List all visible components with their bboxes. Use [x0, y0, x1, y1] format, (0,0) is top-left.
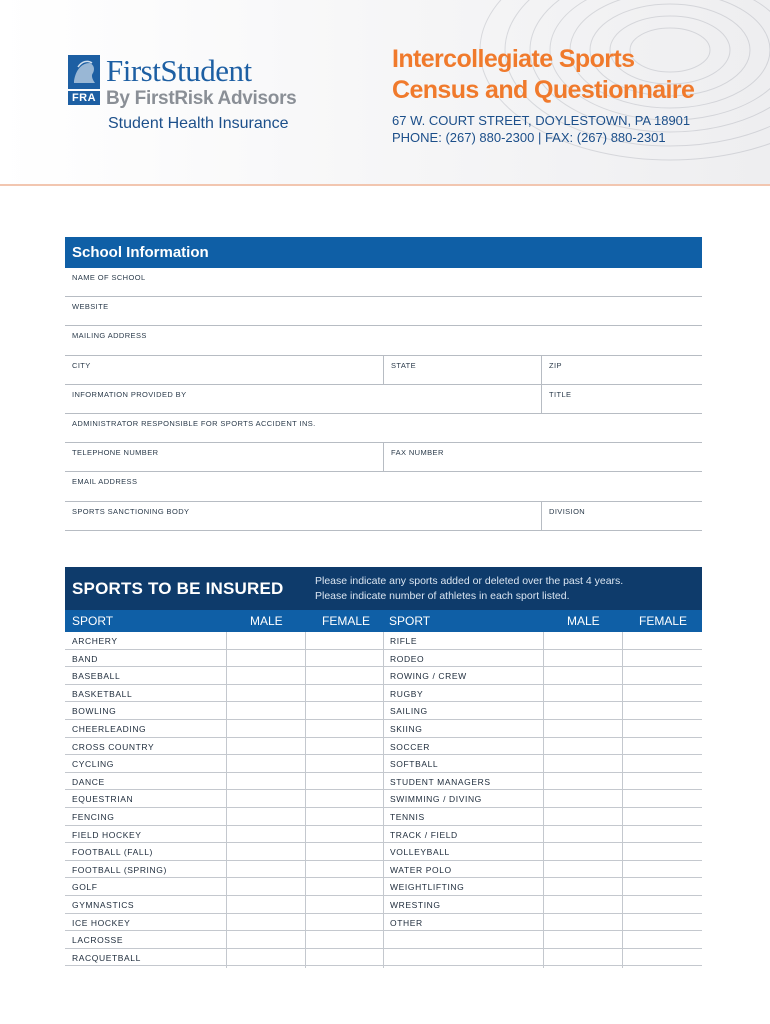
document-title-line1: Intercollegiate Sports [392, 45, 635, 73]
female-count-field[interactable] [305, 949, 383, 966]
website-field[interactable] [65, 297, 702, 325]
form-row [65, 356, 702, 385]
female-count-field[interactable] [622, 720, 702, 737]
table-row [65, 632, 702, 650]
sport-name: TENNIS [390, 812, 425, 822]
female-count-field[interactable] [622, 738, 702, 755]
male-count-field[interactable] [543, 931, 622, 948]
female-count-field[interactable] [305, 790, 383, 807]
sport-name: TRACK / FIELD [390, 829, 458, 840]
field-label: WEBSITE [72, 302, 109, 312]
male-count-field[interactable] [543, 896, 622, 913]
sport-name: SKIING [390, 724, 423, 734]
female-count-field[interactable] [622, 826, 702, 843]
male-count-field[interactable] [226, 773, 305, 790]
field-label: CITY [72, 360, 91, 370]
sport-name [383, 949, 543, 966]
sport-name: CYCLING [72, 759, 114, 770]
sport-name: LACROSSE [72, 935, 124, 946]
male-count-field[interactable] [226, 685, 305, 702]
table-row [65, 896, 702, 914]
col-female-left: FEMALE [322, 614, 371, 628]
male-count-field[interactable] [543, 685, 622, 702]
female-count-field[interactable] [305, 632, 383, 649]
table-row [65, 931, 702, 949]
table-row [65, 685, 702, 703]
male-count-field[interactable] [226, 931, 305, 948]
male-count-field[interactable] [226, 878, 305, 895]
email-field[interactable] [65, 472, 702, 500]
school-info-header [65, 237, 702, 268]
table-row [65, 949, 702, 967]
male-count-field[interactable] [226, 632, 305, 649]
logo-name: FirstStudent [106, 53, 252, 88]
sport-name: DANCE [72, 776, 105, 787]
female-count-field[interactable] [305, 738, 383, 755]
telephone-field[interactable] [65, 443, 383, 471]
male-count-field[interactable] [543, 755, 622, 772]
form-row [65, 268, 702, 297]
male-count-field[interactable] [543, 773, 622, 790]
sport-name: GYMNASTICS [72, 900, 135, 910]
male-count-field[interactable] [543, 878, 622, 895]
school-name-field[interactable] [65, 268, 702, 296]
female-count-field[interactable] [622, 896, 702, 913]
sport-name: BASKETBALL [72, 688, 133, 699]
sport-name [383, 931, 543, 948]
table-row [65, 861, 702, 879]
sport-name: RODEO [390, 653, 425, 664]
form-row [65, 385, 702, 414]
male-count-field[interactable] [226, 790, 305, 807]
female-count-field[interactable] [305, 861, 383, 878]
sport-name: FENCING [72, 812, 115, 822]
male-count-field[interactable] [226, 914, 305, 931]
table-row [65, 667, 702, 685]
field-label: ZIP [549, 360, 562, 370]
sport-name: EQUESTRIAN [72, 794, 134, 805]
male-count-field[interactable] [543, 632, 622, 649]
contact-info [392, 112, 762, 146]
title-block [392, 44, 762, 146]
sport-name: WRESTING [390, 900, 441, 910]
page-header [0, 0, 770, 186]
school-info-form [65, 268, 702, 531]
sport-name: BAND [72, 653, 99, 664]
sport-name: CROSS COUNTRY [72, 741, 155, 752]
male-count-field[interactable] [543, 702, 622, 719]
table-row [65, 826, 702, 844]
form-row [65, 297, 702, 326]
instruction-line: Please indicate any sports added or deleted over the past 4 years. [315, 575, 624, 587]
sport-name: STUDENT MANAGERS [390, 776, 491, 787]
female-count-field[interactable] [305, 773, 383, 790]
sport-name: ARCHERY [72, 636, 118, 646]
male-count-field[interactable] [226, 650, 305, 667]
col-sport-left: SPORT [72, 614, 114, 628]
form-row [65, 443, 702, 472]
document-title-line2: Census and Questionnaire [392, 76, 695, 104]
table-row [65, 773, 702, 791]
female-count-field[interactable] [305, 755, 383, 772]
male-count-field[interactable] [543, 720, 622, 737]
female-count-field[interactable] [622, 843, 702, 860]
sport-name: OTHER [390, 917, 423, 928]
field-label: TITLE [549, 389, 572, 399]
provided-by-field[interactable] [65, 385, 541, 413]
female-count-field[interactable] [305, 914, 383, 931]
female-count-field[interactable] [622, 931, 702, 948]
logo-byline: By FirstRisk Advisors [106, 88, 297, 109]
female-count-field[interactable] [305, 702, 383, 719]
male-count-field[interactable] [543, 790, 622, 807]
field-label: INFORMATION PROVIDED BY [72, 389, 187, 399]
male-count-field[interactable] [226, 949, 305, 966]
female-count-field[interactable] [622, 702, 702, 719]
table-row [65, 720, 702, 738]
female-count-field[interactable] [622, 808, 702, 825]
sports-instructions [315, 574, 623, 604]
field-label: ADMINISTRATOR RESPONSIBLE FOR SPORTS ACCIDENT INS. [72, 418, 316, 428]
male-count-field[interactable] [543, 667, 622, 684]
zip-field[interactable] [541, 356, 702, 384]
female-count-field[interactable] [305, 931, 383, 948]
sanctioning-body-field[interactable] [65, 502, 541, 530]
table-row [65, 738, 702, 756]
female-count-field[interactable] [622, 861, 702, 878]
female-count-field[interactable] [305, 808, 383, 825]
female-count-field[interactable] [305, 878, 383, 895]
male-count-field[interactable] [226, 720, 305, 737]
sport-name: CHEERLEADING [72, 724, 147, 734]
sport-name: WATER POLO [390, 864, 452, 875]
table-row [65, 843, 702, 861]
female-count-field[interactable] [622, 949, 702, 966]
sports-table [65, 632, 702, 968]
female-count-field[interactable] [622, 878, 702, 895]
sport-name: FIELD HOCKEY [72, 829, 142, 840]
male-count-field[interactable] [543, 826, 622, 843]
lion-icon [68, 55, 100, 89]
form-row [65, 502, 702, 531]
sport-name: FOOTBALL (FALL) [72, 847, 153, 858]
male-count-field[interactable] [226, 896, 305, 913]
male-count-field[interactable] [226, 667, 305, 684]
form-row [65, 414, 702, 443]
male-count-field[interactable] [226, 826, 305, 843]
logo-mark-text: FRA [68, 91, 100, 105]
male-count-field[interactable] [226, 861, 305, 878]
table-row [65, 790, 702, 808]
title-field[interactable] [541, 385, 702, 413]
col-sport-right: SPORT [389, 614, 431, 628]
col-male-right: MALE [567, 614, 600, 628]
female-count-field[interactable] [622, 755, 702, 772]
field-label: SPORTS SANCTIONING BODY [72, 506, 190, 516]
male-count-field[interactable] [543, 650, 622, 667]
sport-name: RIFLE [390, 636, 418, 646]
table-row [65, 914, 702, 932]
male-count-field[interactable] [226, 702, 305, 719]
sport-name: WEIGHTLIFTING [390, 882, 465, 893]
sport-name: BASEBALL [72, 671, 121, 682]
school-info-title: School Information [72, 244, 209, 261]
sport-name: SOCCER [390, 741, 430, 752]
sport-name: BOWLING [72, 706, 117, 717]
male-count-field[interactable] [543, 808, 622, 825]
female-count-field[interactable] [305, 826, 383, 843]
male-count-field[interactable] [226, 808, 305, 825]
female-count-field[interactable] [305, 685, 383, 702]
division-field[interactable] [541, 502, 702, 530]
table-row [65, 808, 702, 826]
field-label: FAX NUMBER [391, 448, 444, 458]
table-row [65, 650, 702, 668]
female-count-field[interactable] [622, 914, 702, 931]
company-logo [68, 55, 308, 135]
sport-name: SWIMMING / DIVING [390, 794, 482, 805]
male-count-field[interactable] [226, 738, 305, 755]
sport-name: SAILING [390, 706, 428, 717]
sports-section-title: SPORTS TO BE INSURED [72, 579, 284, 598]
mailing-address-field[interactable] [65, 326, 702, 354]
col-female-right: FEMALE [639, 614, 688, 628]
female-count-field[interactable] [305, 720, 383, 737]
female-count-field[interactable] [622, 650, 702, 667]
female-count-field[interactable] [622, 632, 702, 649]
table-row [65, 878, 702, 896]
field-label: STATE [391, 360, 417, 370]
male-count-field[interactable] [543, 738, 622, 755]
female-count-field[interactable] [305, 667, 383, 684]
field-label: DIVISION [549, 506, 586, 516]
form-row [65, 472, 702, 501]
male-count-field[interactable] [543, 861, 622, 878]
field-label: EMAIL ADDRESS [72, 477, 138, 487]
sports-column-headers [65, 610, 702, 632]
table-row [65, 755, 702, 773]
male-count-field[interactable] [543, 843, 622, 860]
female-count-field[interactable] [622, 773, 702, 790]
sport-name: RUGBY [390, 688, 424, 699]
sport-name: VOLLEYBALL [390, 847, 450, 858]
phone-fax: PHONE: (267) 880-2300 | FAX: (267) 880-2301 [392, 130, 666, 145]
field-label: NAME OF SCHOOL [72, 273, 146, 282]
sport-name: RACQUETBALL [72, 952, 141, 963]
city-field[interactable] [65, 356, 383, 384]
form-row [65, 326, 702, 355]
address: 67 W. COURT STREET, DOYLESTOWN, PA 18901 [392, 113, 691, 128]
male-count-field[interactable] [543, 949, 622, 966]
male-count-field[interactable] [543, 914, 622, 931]
sport-name: SOFTBALL [390, 759, 439, 770]
administrator-field[interactable] [65, 414, 702, 442]
male-count-field[interactable] [226, 755, 305, 772]
col-male-left: MALE [250, 614, 283, 628]
sport-name: FOOTBALL (SPRING) [72, 864, 167, 875]
female-count-field[interactable] [305, 650, 383, 667]
table-row [65, 702, 702, 720]
state-field[interactable] [383, 356, 541, 384]
logo-subtitle: Student Health Insurance [108, 115, 289, 132]
female-count-field[interactable] [622, 685, 702, 702]
field-label: MAILING ADDRESS [72, 331, 147, 341]
field-label: TELEPHONE NUMBER [72, 448, 159, 458]
sport-name: ROWING / CREW [390, 671, 467, 682]
sport-name: GOLF [72, 882, 98, 893]
sport-name: ICE HOCKEY [72, 917, 131, 928]
female-count-field[interactable] [622, 667, 702, 684]
female-count-field[interactable] [305, 843, 383, 860]
female-count-field[interactable] [622, 790, 702, 807]
sports-section-header [65, 567, 702, 610]
female-count-field[interactable] [305, 896, 383, 913]
instruction-line: Please indicate number of athletes in each sport listed. [315, 590, 570, 602]
fax-field[interactable] [383, 443, 702, 471]
male-count-field[interactable] [226, 843, 305, 860]
